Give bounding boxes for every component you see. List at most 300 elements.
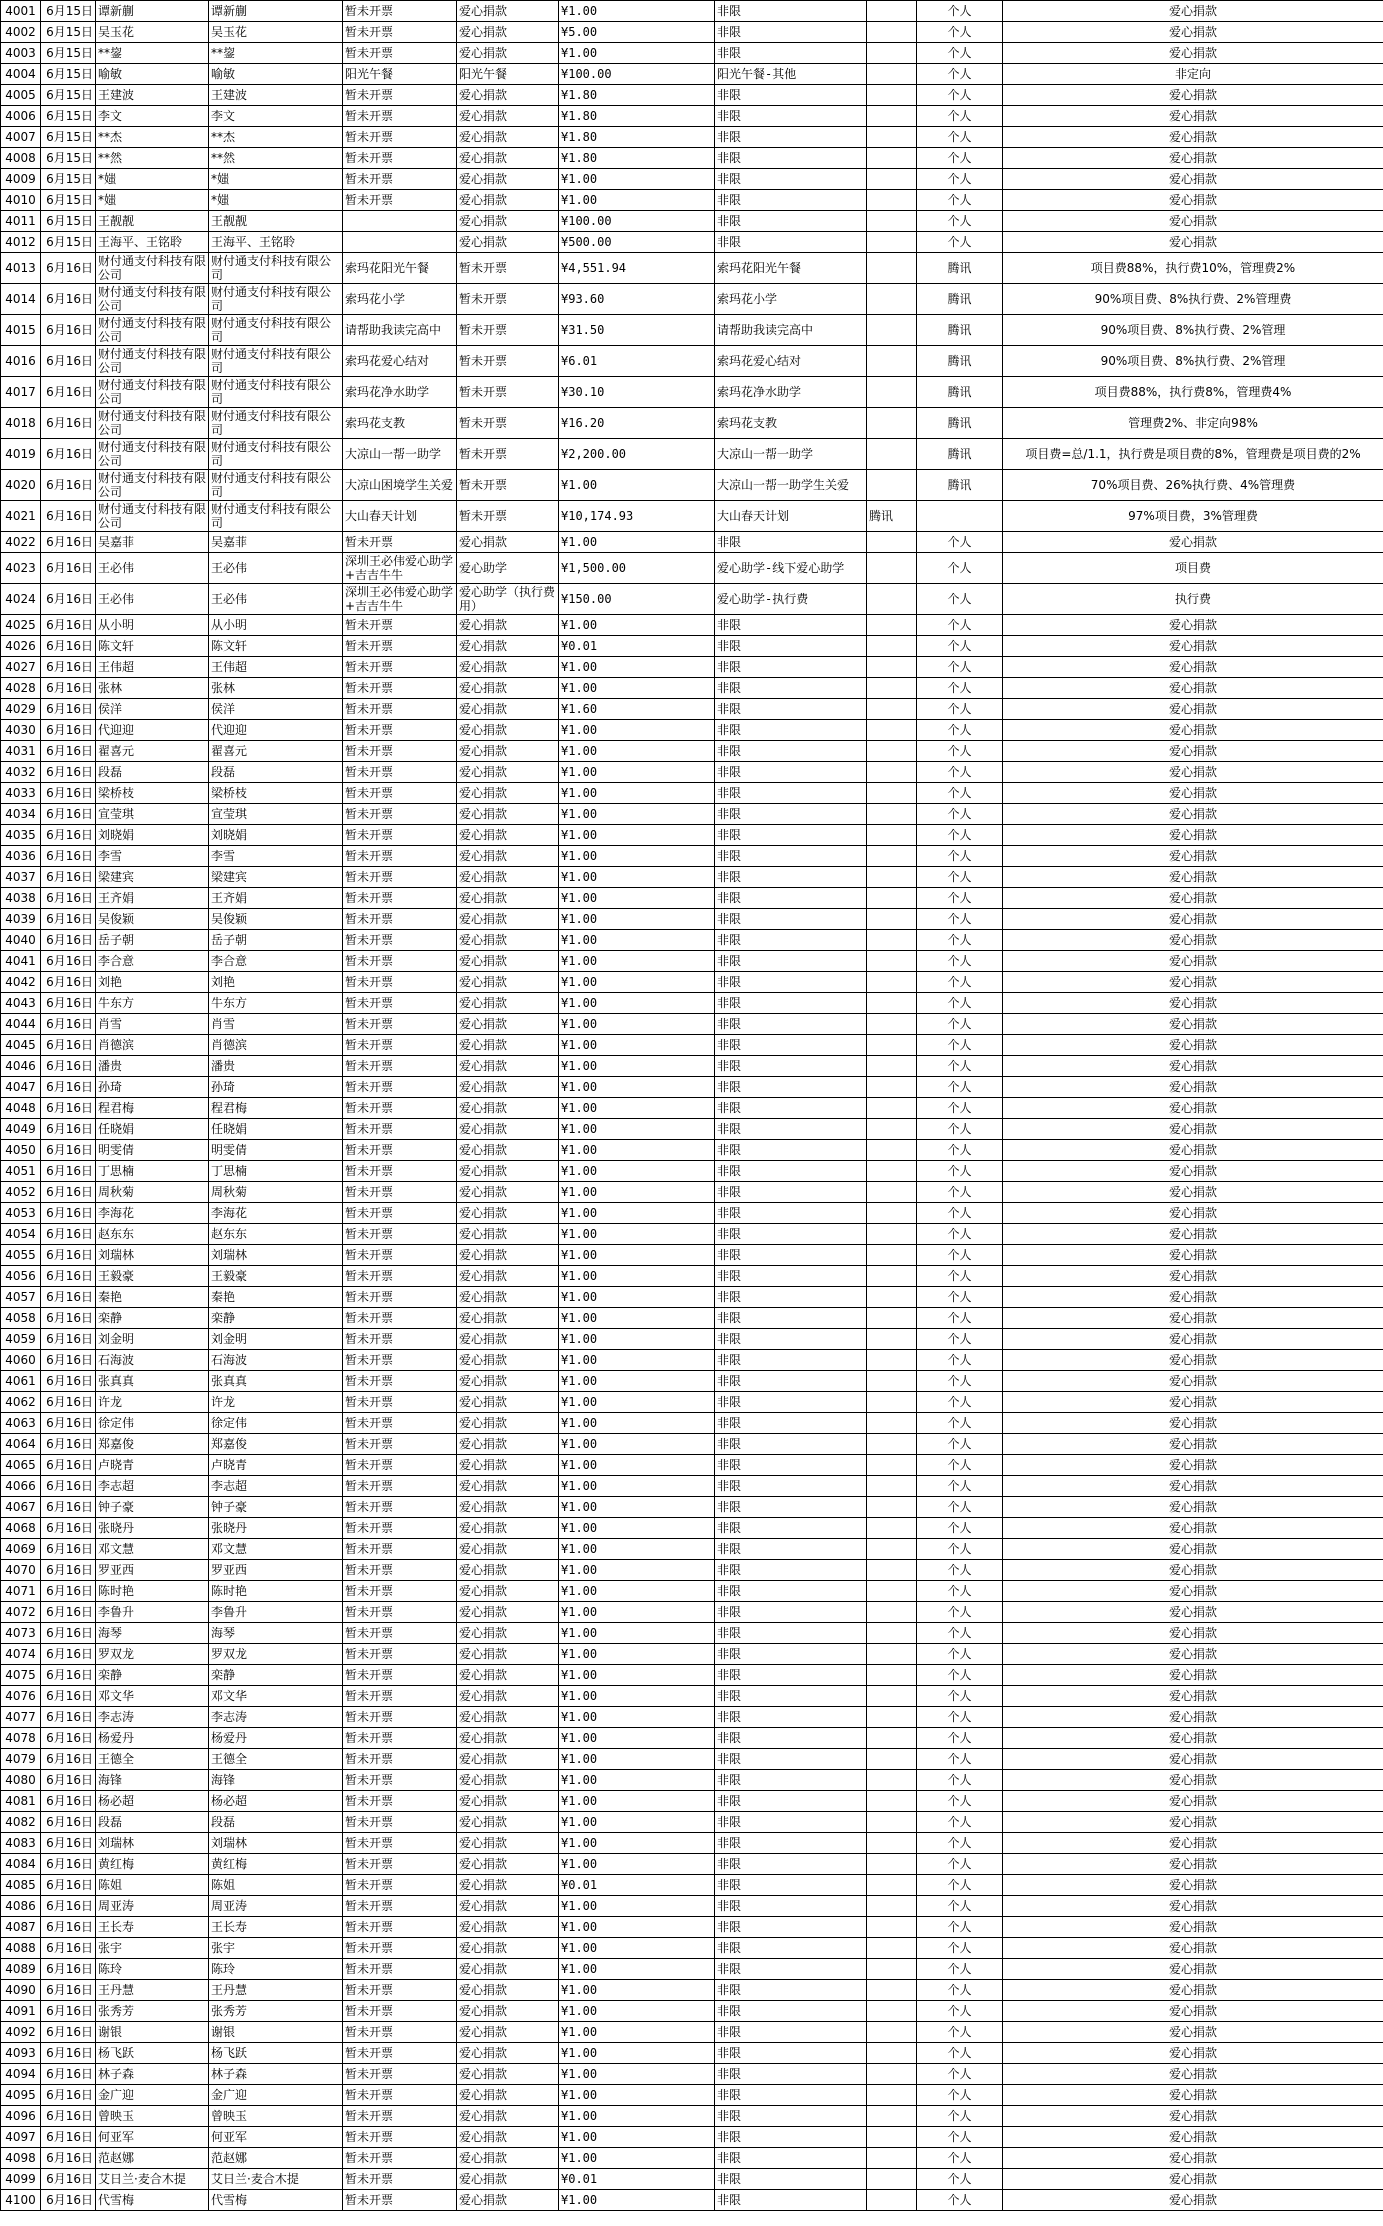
table-row [1, 1980, 1383, 2001]
cell-restriction: 非限 [715, 1035, 867, 1056]
cell-channel [867, 22, 917, 43]
cell-amount: ¥100.00 [559, 211, 715, 232]
cell-donation-type: 爱心捐款 [457, 1182, 559, 1203]
cell-invoice-name: 周亚涛 [209, 1896, 343, 1917]
cell-invoice-name: 梁建宾 [209, 867, 343, 888]
cell-date: 6月16日 [41, 951, 96, 972]
table-row [1, 678, 1383, 699]
cell-donor-name: 赵东东 [96, 1224, 209, 1245]
table-row [1, 825, 1383, 846]
cell-project-or-invoice-status: 大凉山一帮一助学 [343, 439, 457, 470]
cell-channel [867, 1224, 917, 1245]
cell-usage: 爱心捐款 [1003, 909, 1383, 930]
cell-source-type: 腾讯 [917, 253, 1003, 284]
table-row [1, 532, 1383, 553]
cell-donor-name: 王德全 [96, 1749, 209, 1770]
cell-row-number: 4057 [1, 1287, 41, 1308]
cell-channel [867, 2148, 917, 2169]
cell-source-type: 个人 [917, 1350, 1003, 1371]
cell-amount: ¥1,500.00 [559, 553, 715, 584]
cell-usage: 项目费88%，执行费8%，管理费4% [1003, 377, 1383, 408]
cell-date: 6月16日 [41, 1602, 96, 1623]
cell-usage: 爱心捐款 [1003, 1833, 1383, 1854]
cell-source-type: 个人 [917, 148, 1003, 169]
cell-donor-name: 杨爱丹 [96, 1728, 209, 1749]
cell-project-or-invoice-status: 暂未开票 [343, 1623, 457, 1644]
cell-donor-name: 郑嘉俊 [96, 1434, 209, 1455]
cell-source-type: 个人 [917, 1833, 1003, 1854]
cell-row-number: 4069 [1, 1539, 41, 1560]
cell-donation-type: 暂未开票 [457, 346, 559, 377]
cell-date: 6月16日 [41, 346, 96, 377]
cell-date: 6月16日 [41, 888, 96, 909]
cell-channel [867, 1518, 917, 1539]
cell-donor-name: 财付通支付科技有限公司 [96, 439, 209, 470]
cell-row-number: 4077 [1, 1707, 41, 1728]
cell-invoice-name: 范赵娜 [209, 2148, 343, 2169]
cell-date: 6月16日 [41, 1560, 96, 1581]
cell-date: 6月16日 [41, 1161, 96, 1182]
cell-usage: 爱心捐款 [1003, 1749, 1383, 1770]
cell-row-number: 4037 [1, 867, 41, 888]
cell-donor-name: 陈姐 [96, 1875, 209, 1896]
cell-donation-type: 爱心捐款 [457, 741, 559, 762]
cell-donation-type: 爱心捐款 [457, 232, 559, 253]
cell-amount: ¥1.00 [559, 1203, 715, 1224]
cell-amount: ¥1.00 [559, 909, 715, 930]
table-row [1, 1077, 1383, 1098]
cell-invoice-name: 代雪梅 [209, 2190, 343, 2211]
table-row [1, 1161, 1383, 1182]
cell-project-or-invoice-status: 暂未开票 [343, 741, 457, 762]
cell-usage: 爱心捐款 [1003, 169, 1383, 190]
cell-amount: ¥2,200.00 [559, 439, 715, 470]
cell-usage: 爱心捐款 [1003, 232, 1383, 253]
cell-amount: ¥1.00 [559, 1140, 715, 1161]
cell-amount: ¥1.00 [559, 1329, 715, 1350]
cell-amount: ¥1.00 [559, 2064, 715, 2085]
cell-source-type: 个人 [917, 2106, 1003, 2127]
cell-usage: 爱心捐款 [1003, 1035, 1383, 1056]
cell-restriction: 非限 [715, 169, 867, 190]
cell-project-or-invoice-status: 索玛花支教 [343, 408, 457, 439]
cell-invoice-name: 杨必超 [209, 1791, 343, 1812]
cell-source-type: 腾讯 [917, 408, 1003, 439]
cell-amount: ¥93.60 [559, 284, 715, 315]
cell-donor-name: 陈玲 [96, 1959, 209, 1980]
cell-channel [867, 1917, 917, 1938]
cell-restriction: 非限 [715, 1875, 867, 1896]
cell-donor-name: 王伟超 [96, 657, 209, 678]
table-row [1, 867, 1383, 888]
cell-project-or-invoice-status: 大凉山困境学生关爱 [343, 470, 457, 501]
cell-source-type: 个人 [917, 1812, 1003, 1833]
cell-project-or-invoice-status: 暂未开票 [343, 951, 457, 972]
cell-restriction: 非限 [715, 1476, 867, 1497]
cell-usage: 爱心捐款 [1003, 211, 1383, 232]
cell-source-type: 个人 [917, 2085, 1003, 2106]
cell-date: 6月16日 [41, 1896, 96, 1917]
cell-usage: 爱心捐款 [1003, 1098, 1383, 1119]
cell-project-or-invoice-status: 暂未开票 [343, 2127, 457, 2148]
cell-invoice-name: 邓文华 [209, 1686, 343, 1707]
cell-date: 6月16日 [41, 636, 96, 657]
cell-donation-type: 爱心捐款 [457, 2127, 559, 2148]
cell-donation-type: 暂未开票 [457, 470, 559, 501]
cell-row-number: 4029 [1, 699, 41, 720]
cell-amount: ¥1.00 [559, 1707, 715, 1728]
cell-invoice-name: 陈玲 [209, 1959, 343, 1980]
cell-invoice-name: 肖雪 [209, 1014, 343, 1035]
cell-donation-type: 爱心捐款 [457, 2001, 559, 2022]
cell-usage: 爱心捐款 [1003, 1560, 1383, 1581]
cell-project-or-invoice-status: 暂未开票 [343, 804, 457, 825]
cell-amount: ¥1.00 [559, 532, 715, 553]
cell-channel [867, 584, 917, 615]
cell-amount: ¥1.00 [559, 825, 715, 846]
cell-source-type: 个人 [917, 2043, 1003, 2064]
table-row [1, 232, 1383, 253]
cell-channel [867, 1959, 917, 1980]
cell-source-type: 个人 [917, 1728, 1003, 1749]
table-row [1, 470, 1383, 501]
cell-channel [867, 315, 917, 346]
cell-date: 6月16日 [41, 657, 96, 678]
cell-channel [867, 1266, 917, 1287]
cell-project-or-invoice-status: 暂未开票 [343, 1728, 457, 1749]
cell-invoice-name: 罗亚西 [209, 1560, 343, 1581]
cell-row-number: 4089 [1, 1959, 41, 1980]
cell-source-type: 个人 [917, 1203, 1003, 1224]
cell-donor-name: 李志涛 [96, 1707, 209, 1728]
cell-date: 6月16日 [41, 867, 96, 888]
cell-channel [867, 1707, 917, 1728]
table-row [1, 1140, 1383, 1161]
cell-channel [867, 1833, 917, 1854]
cell-invoice-name: 吴玉花 [209, 22, 343, 43]
cell-donor-name: 财付通支付科技有限公司 [96, 408, 209, 439]
table-row [1, 2001, 1383, 2022]
cell-donation-type: 爱心捐款 [457, 972, 559, 993]
cell-source-type: 个人 [917, 867, 1003, 888]
cell-amount: ¥500.00 [559, 232, 715, 253]
cell-row-number: 4016 [1, 346, 41, 377]
cell-amount: ¥10,174.93 [559, 501, 715, 532]
cell-usage: 爱心捐款 [1003, 1938, 1383, 1959]
cell-source-type: 个人 [917, 1245, 1003, 1266]
table-row [1, 584, 1383, 615]
cell-donor-name: 段磊 [96, 762, 209, 783]
cell-donation-type: 爱心捐款 [457, 888, 559, 909]
cell-donor-name: 栾静 [96, 1665, 209, 1686]
cell-date: 6月16日 [41, 1077, 96, 1098]
cell-amount: ¥1.00 [559, 1077, 715, 1098]
cell-donor-name: 罗双龙 [96, 1644, 209, 1665]
cell-invoice-name: 李鲁升 [209, 1602, 343, 1623]
cell-source-type: 个人 [917, 1413, 1003, 1434]
cell-donation-type: 爱心捐款 [457, 43, 559, 64]
cell-amount: ¥1.00 [559, 678, 715, 699]
cell-restriction: 非限 [715, 1224, 867, 1245]
table-row [1, 190, 1383, 211]
table-row [1, 377, 1383, 408]
cell-channel [867, 169, 917, 190]
cell-restriction: 请帮助我读完高中 [715, 315, 867, 346]
cell-row-number: 4034 [1, 804, 41, 825]
cell-row-number: 4042 [1, 972, 41, 993]
cell-donor-name: 王靓靓 [96, 211, 209, 232]
cell-source-type: 个人 [917, 2169, 1003, 2190]
cell-restriction: 非限 [715, 1959, 867, 1980]
cell-channel [867, 1, 917, 22]
cell-amount: ¥1.00 [559, 1035, 715, 1056]
cell-amount: ¥1.60 [559, 699, 715, 720]
cell-amount: ¥1.00 [559, 1623, 715, 1644]
cell-restriction: 非限 [715, 2022, 867, 2043]
cell-invoice-name: 刘艳 [209, 972, 343, 993]
cell-donation-type: 爱心捐款 [457, 1014, 559, 1035]
cell-row-number: 4004 [1, 64, 41, 85]
cell-usage: 97%项目费，3%管理费 [1003, 501, 1383, 532]
cell-invoice-name: 张真真 [209, 1371, 343, 1392]
cell-source-type: 腾讯 [917, 439, 1003, 470]
cell-channel [867, 1770, 917, 1791]
cell-project-or-invoice-status: 暂未开票 [343, 930, 457, 951]
cell-invoice-name: 丁思楠 [209, 1161, 343, 1182]
cell-usage: 爱心捐款 [1003, 1182, 1383, 1203]
cell-row-number: 4097 [1, 2127, 41, 2148]
cell-restriction: 非限 [715, 951, 867, 972]
cell-source-type: 个人 [917, 64, 1003, 85]
cell-row-number: 4058 [1, 1308, 41, 1329]
cell-date: 6月16日 [41, 1035, 96, 1056]
cell-restriction: 非限 [715, 1497, 867, 1518]
cell-amount: ¥1.00 [559, 2001, 715, 2022]
cell-donor-name: 刘瑞林 [96, 1833, 209, 1854]
cell-donor-name: **杰 [96, 127, 209, 148]
cell-row-number: 4002 [1, 22, 41, 43]
cell-invoice-name: 林子森 [209, 2064, 343, 2085]
cell-restriction: 非限 [715, 2169, 867, 2190]
table-row [1, 1833, 1383, 1854]
cell-row-number: 4014 [1, 284, 41, 315]
cell-donor-name: 李合意 [96, 951, 209, 972]
cell-project-or-invoice-status: 暂未开票 [343, 783, 457, 804]
cell-date: 6月16日 [41, 846, 96, 867]
cell-usage: 爱心捐款 [1003, 1812, 1383, 1833]
cell-donor-name: 段磊 [96, 1812, 209, 1833]
cell-project-or-invoice-status: 索玛花阳光午餐 [343, 253, 457, 284]
cell-donation-type: 暂未开票 [457, 501, 559, 532]
cell-donation-type: 爱心捐款 [457, 2169, 559, 2190]
cell-invoice-name: 钟子豪 [209, 1497, 343, 1518]
cell-invoice-name: 秦艳 [209, 1287, 343, 1308]
cell-project-or-invoice-status: 暂未开票 [343, 1602, 457, 1623]
cell-channel [867, 2127, 917, 2148]
cell-source-type: 个人 [917, 127, 1003, 148]
cell-source-type: 个人 [917, 2190, 1003, 2211]
cell-row-number: 4020 [1, 470, 41, 501]
cell-amount: ¥1.00 [559, 1581, 715, 1602]
cell-source-type: 个人 [917, 657, 1003, 678]
cell-donor-name: 王必伟 [96, 584, 209, 615]
cell-row-number: 4059 [1, 1329, 41, 1350]
cell-source-type: 个人 [917, 1791, 1003, 1812]
cell-row-number: 4082 [1, 1812, 41, 1833]
cell-restriction: 非限 [715, 1623, 867, 1644]
cell-row-number: 4026 [1, 636, 41, 657]
cell-date: 6月16日 [41, 825, 96, 846]
cell-usage: 爱心捐款 [1003, 43, 1383, 64]
table-row [1, 699, 1383, 720]
cell-usage: 爱心捐款 [1003, 1161, 1383, 1182]
cell-usage: 非定向 [1003, 64, 1383, 85]
cell-restriction: 阳光午餐-其他 [715, 64, 867, 85]
table-row [1, 1959, 1383, 1980]
table-row [1, 1392, 1383, 1413]
cell-donor-name: 罗亚西 [96, 1560, 209, 1581]
cell-invoice-name: 徐定伟 [209, 1413, 343, 1434]
cell-usage: 爱心捐款 [1003, 1245, 1383, 1266]
cell-donor-name: 任晓娟 [96, 1119, 209, 1140]
cell-row-number: 4046 [1, 1056, 41, 1077]
cell-row-number: 4079 [1, 1749, 41, 1770]
cell-source-type: 个人 [917, 951, 1003, 972]
cell-date: 6月16日 [41, 584, 96, 615]
cell-amount: ¥1.00 [559, 1917, 715, 1938]
cell-project-or-invoice-status: 暂未开票 [343, 2001, 457, 2022]
table-row [1, 1287, 1383, 1308]
cell-channel [867, 408, 917, 439]
cell-source-type: 个人 [917, 1140, 1003, 1161]
cell-amount: ¥1.00 [559, 1959, 715, 1980]
cell-amount: ¥0.01 [559, 636, 715, 657]
cell-channel [867, 867, 917, 888]
cell-donor-name: 谭新蒯 [96, 1, 209, 22]
cell-date: 6月16日 [41, 1056, 96, 1077]
cell-amount: ¥1.00 [559, 1308, 715, 1329]
cell-amount: ¥1.00 [559, 972, 715, 993]
cell-amount: ¥1.00 [559, 720, 715, 741]
cell-row-number: 4055 [1, 1245, 41, 1266]
cell-donation-type: 爱心捐款 [457, 993, 559, 1014]
cell-donation-type: 爱心捐款 [457, 2085, 559, 2106]
cell-row-number: 4005 [1, 85, 41, 106]
table-row [1, 1203, 1383, 1224]
cell-amount: ¥1.00 [559, 1896, 715, 1917]
cell-restriction: 大凉山一帮一助学生关爱 [715, 470, 867, 501]
table-row [1, 720, 1383, 741]
cell-restriction: 非限 [715, 1812, 867, 1833]
cell-row-number: 4084 [1, 1854, 41, 1875]
cell-donation-type: 爱心捐款 [457, 804, 559, 825]
cell-row-number: 4087 [1, 1917, 41, 1938]
cell-project-or-invoice-status: 暂未开票 [343, 678, 457, 699]
cell-restriction: 非限 [715, 741, 867, 762]
cell-usage: 90%项目费、8%执行费、2%管理 [1003, 346, 1383, 377]
cell-row-number: 4066 [1, 1476, 41, 1497]
table-row [1, 804, 1383, 825]
cell-restriction: 非限 [715, 1014, 867, 1035]
table-row [1, 741, 1383, 762]
cell-row-number: 4060 [1, 1350, 41, 1371]
table-row [1, 2148, 1383, 2169]
cell-date: 6月15日 [41, 85, 96, 106]
cell-donation-type: 爱心捐款 [457, 1686, 559, 1707]
table-row [1, 2106, 1383, 2127]
cell-amount: ¥1.00 [559, 1224, 715, 1245]
cell-usage: 爱心捐款 [1003, 1518, 1383, 1539]
cell-project-or-invoice-status: 暂未开票 [343, 1749, 457, 1770]
cell-date: 6月16日 [41, 1350, 96, 1371]
cell-project-or-invoice-status: 大山春天计划 [343, 501, 457, 532]
cell-usage: 爱心捐款 [1003, 1791, 1383, 1812]
cell-donation-type: 爱心捐款 [457, 1371, 559, 1392]
cell-donation-type: 爱心捐款 [457, 2022, 559, 2043]
cell-project-or-invoice-status: 暂未开票 [343, 1686, 457, 1707]
cell-restriction: 索玛花支教 [715, 408, 867, 439]
table-row [1, 1371, 1383, 1392]
cell-channel [867, 2043, 917, 2064]
cell-restriction: 非限 [715, 2127, 867, 2148]
cell-source-type: 个人 [917, 1182, 1003, 1203]
cell-channel [867, 2085, 917, 2106]
cell-restriction: 非限 [715, 1056, 867, 1077]
cell-restriction: 非限 [715, 1392, 867, 1413]
cell-source-type: 个人 [917, 43, 1003, 64]
cell-channel [867, 127, 917, 148]
cell-donor-name: 李志超 [96, 1476, 209, 1497]
cell-donor-name: 王丹慧 [96, 1980, 209, 2001]
cell-channel [867, 253, 917, 284]
table-row [1, 1329, 1383, 1350]
cell-project-or-invoice-status: 暂未开票 [343, 1287, 457, 1308]
table-row [1, 636, 1383, 657]
cell-restriction: 非限 [715, 1245, 867, 1266]
cell-source-type: 个人 [917, 22, 1003, 43]
cell-project-or-invoice-status: 暂未开票 [343, 1539, 457, 1560]
cell-invoice-name: 程君梅 [209, 1098, 343, 1119]
cell-channel [867, 720, 917, 741]
cell-usage: 爱心捐款 [1003, 636, 1383, 657]
cell-date: 6月15日 [41, 64, 96, 85]
cell-source-type: 个人 [917, 825, 1003, 846]
cell-restriction: 非限 [715, 1455, 867, 1476]
cell-row-number: 4039 [1, 909, 41, 930]
cell-invoice-name: 张晓丹 [209, 1518, 343, 1539]
cell-invoice-name: 杨飞跃 [209, 2043, 343, 2064]
cell-donation-type: 爱心捐款 [457, 930, 559, 951]
cell-donor-name: 王必伟 [96, 553, 209, 584]
cell-donation-type: 爱心捐款 [457, 1224, 559, 1245]
cell-usage: 爱心捐款 [1003, 783, 1383, 804]
cell-date: 6月16日 [41, 1224, 96, 1245]
cell-usage: 爱心捐款 [1003, 1434, 1383, 1455]
cell-donor-name: **鋆 [96, 43, 209, 64]
cell-project-or-invoice-status: 暂未开票 [343, 2085, 457, 2106]
cell-usage: 项目费88%，执行费10%，管理费2% [1003, 253, 1383, 284]
cell-restriction: 非限 [715, 190, 867, 211]
cell-date: 6月16日 [41, 1308, 96, 1329]
cell-restriction: 非限 [715, 2064, 867, 2085]
cell-source-type: 个人 [917, 1917, 1003, 1938]
cell-source-type: 个人 [917, 553, 1003, 584]
cell-source-type: 个人 [917, 1119, 1003, 1140]
cell-row-number: 4051 [1, 1161, 41, 1182]
cell-restriction: 非限 [715, 1287, 867, 1308]
cell-project-or-invoice-status: 暂未开票 [343, 1140, 457, 1161]
cell-channel [867, 64, 917, 85]
